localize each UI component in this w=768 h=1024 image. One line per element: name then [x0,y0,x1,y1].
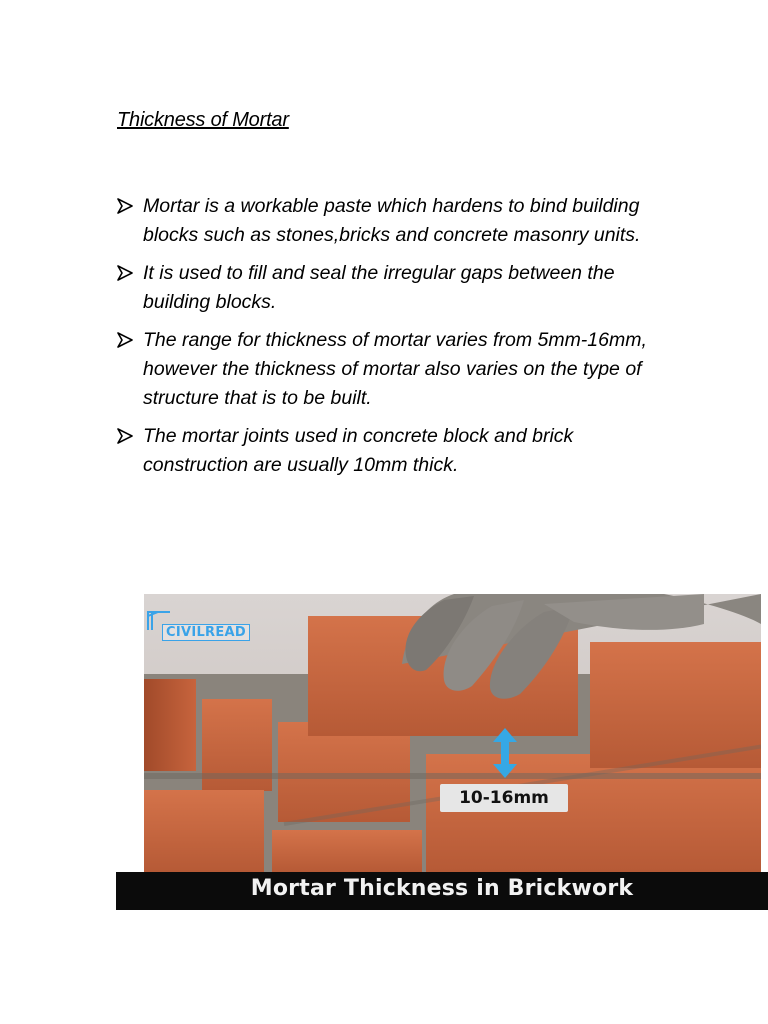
bullet-text: The range for thickness of mortar varies from 5mm-16mm, however the thickness of mortar also varies on the type of structure that is to be built. [143,329,647,409]
civilread-logo [144,606,266,646]
bullet-list [116,192,676,489]
arrow-bullet-icon [116,197,134,215]
page-title: Thickness of Mortar [117,109,289,131]
bullet-text: The mortar joints used in concrete block and brick construction are usually 10mm thick. [143,425,574,476]
list-item [116,422,676,480]
measurement-label: 10-16mm [440,784,568,812]
arrow-bullet-icon [116,427,134,445]
list-item [116,192,676,250]
list-item [116,259,676,317]
caption-bar [116,872,768,910]
figure-caption: Mortar Thickness in Brickwork [250,876,634,901]
brickwork-figure [116,594,768,912]
arrow-bullet-icon [116,331,134,349]
bullet-text: Mortar is a workable paste which hardens to bind building blocks such as stones,bricks and concrete masonry units. [143,195,641,246]
logo-text: CIVILREAD [162,624,250,641]
list-item [116,326,676,413]
bullet-text: It is used to fill and seal the irregular gaps between the building blocks. [143,262,615,313]
arrow-bullet-icon [116,264,134,282]
brickwork-photo [144,594,761,872]
